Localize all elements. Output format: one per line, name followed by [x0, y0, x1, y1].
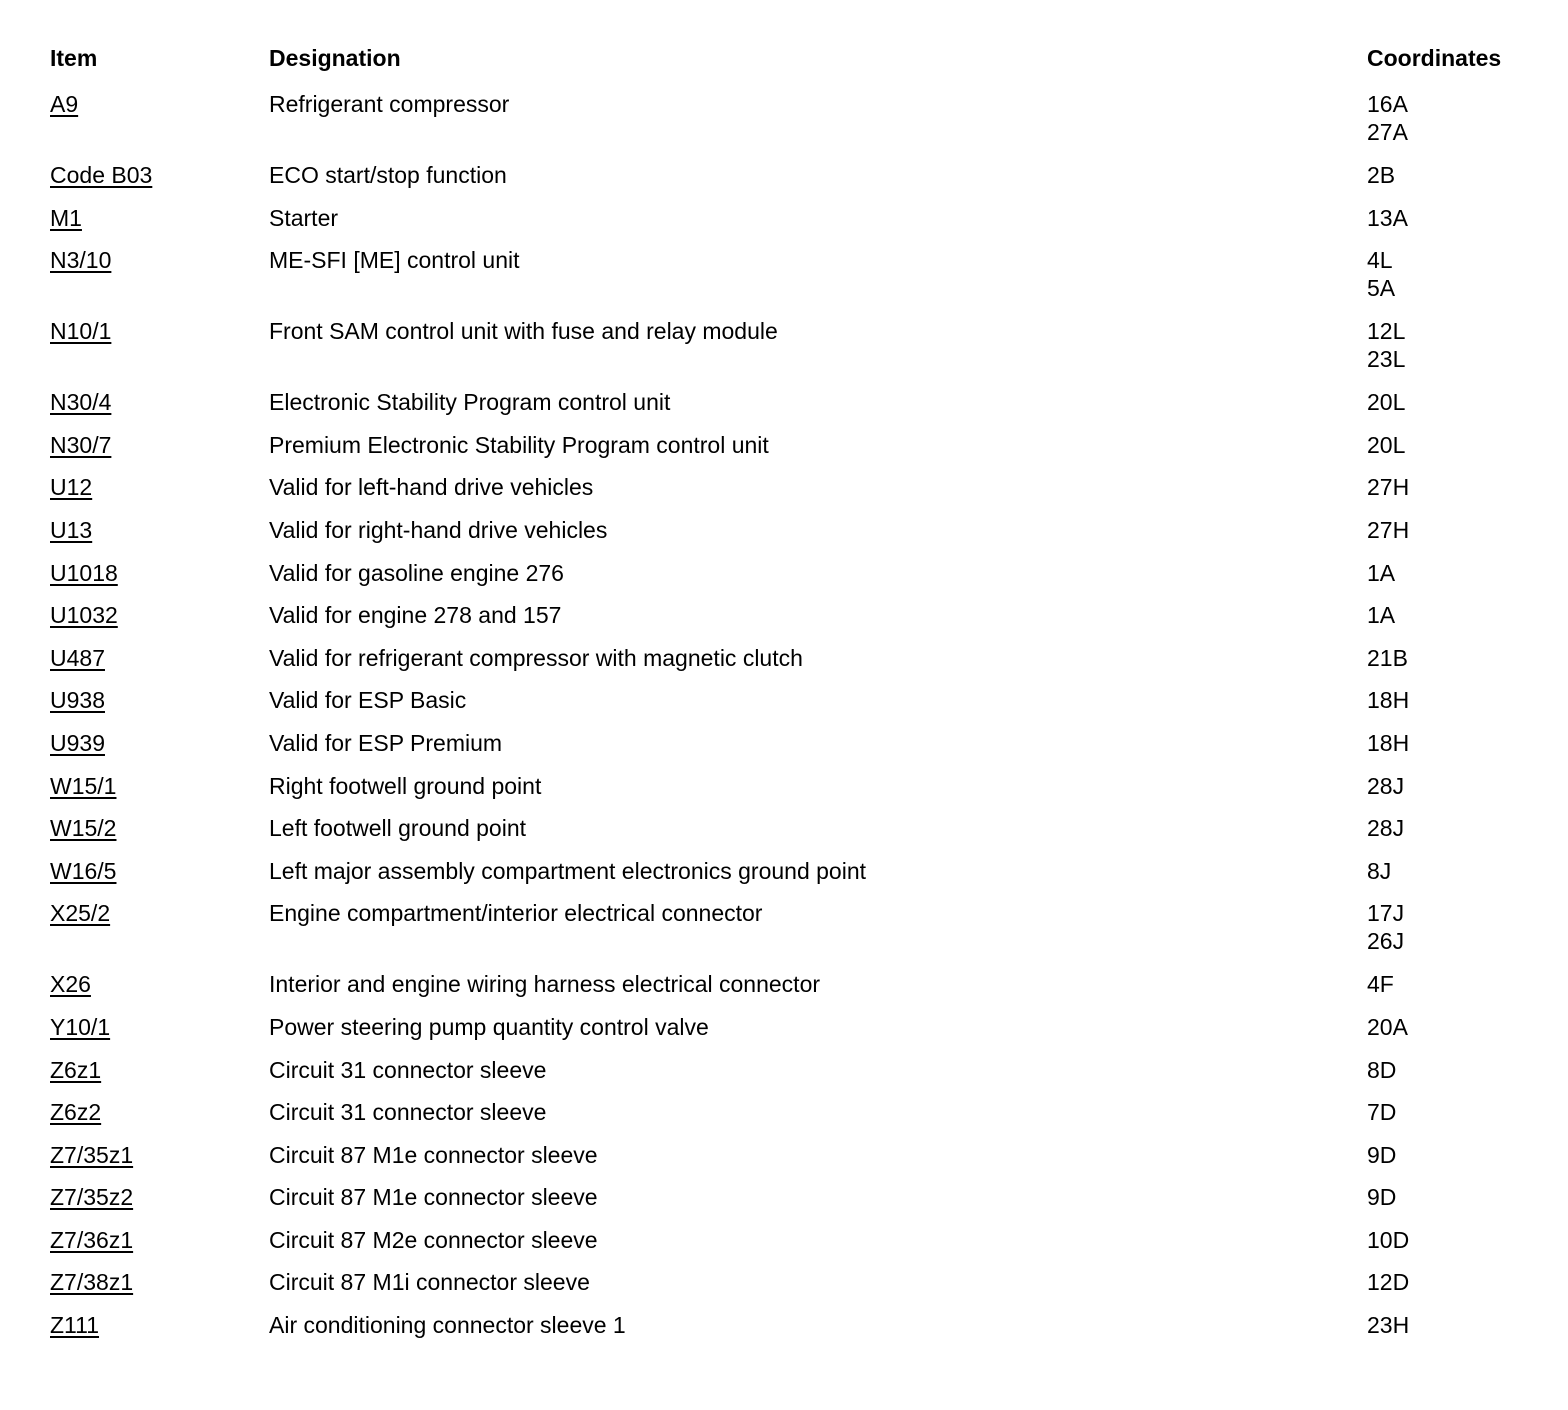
table-body: [0, 88, 1568, 1352]
coordinate-value: 12D: [1367, 1269, 1410, 1296]
item-link[interactable]: X26: [50, 971, 91, 998]
designation-text: Valid for ESP Premium: [269, 729, 503, 756]
designation-text: Left footwell ground point: [269, 815, 527, 842]
table-row: [0, 159, 1568, 202]
item-link[interactable]: Z7/36z1: [50, 1226, 134, 1253]
coordinates-cell: [1367, 857, 1391, 885]
table-row: [0, 599, 1568, 642]
designation-text: Interior and engine wiring harness electrical connector: [269, 971, 821, 998]
coordinate-value: 20L: [1367, 389, 1406, 416]
coordinate-value: 23L: [1367, 346, 1406, 373]
header-item: Item: [50, 45, 98, 71]
coordinates-cell: [1367, 559, 1395, 587]
designation-text: Air conditioning connector sleeve 1: [269, 1312, 626, 1339]
coordinate-value: 10D: [1367, 1226, 1410, 1253]
coordinate-value: 9D: [1367, 1184, 1397, 1211]
table-row: [0, 812, 1568, 855]
item-link[interactable]: W16/5: [50, 857, 117, 884]
coordinates-cell: [1367, 161, 1395, 189]
item-link[interactable]: Z7/38z1: [50, 1269, 134, 1296]
coordinates-cell: [1367, 1268, 1409, 1296]
designation-text: Premium Electronic Stability Program control unit: [269, 431, 769, 458]
item-link[interactable]: N30/4: [50, 389, 112, 416]
item-link[interactable]: N3/10: [50, 247, 112, 274]
coordinates-cell: [1367, 899, 1404, 955]
coordinate-value: 13A: [1367, 204, 1408, 231]
item-link[interactable]: A9: [50, 91, 79, 117]
table-row: [0, 1309, 1568, 1352]
item-link[interactable]: W15/2: [50, 815, 117, 842]
designation-text: ECO start/stop function: [269, 162, 507, 188]
designation-text: ME-SFI [ME] control unit: [269, 247, 520, 274]
designation-text: Circuit 31 connector sleeve: [269, 1056, 547, 1083]
designation-text: Circuit 31 connector sleeve: [269, 1099, 547, 1126]
table-row: [0, 429, 1568, 472]
designation-text: Valid for left-hand drive vehicles: [269, 474, 594, 501]
designation-text: Valid for right-hand drive vehicles: [269, 516, 608, 543]
coordinate-value: 27H: [1367, 474, 1410, 501]
coordinate-value: 5A: [1367, 275, 1396, 302]
coordinate-value: 27A: [1367, 119, 1408, 145]
designation-text: Valid for engine 278 and 157: [269, 602, 562, 629]
coordinate-value: 17J: [1367, 900, 1405, 927]
item-link[interactable]: U487: [50, 644, 105, 671]
coordinate-value: 21B: [1367, 644, 1408, 671]
coordinate-value: 28J: [1367, 815, 1405, 842]
coordinates-cell: [1367, 1311, 1409, 1339]
table-row: [0, 386, 1568, 429]
coordinates-cell: [1367, 388, 1405, 416]
item-link[interactable]: U12: [50, 474, 93, 501]
table-row: [0, 202, 1568, 245]
coordinate-value: 12L: [1367, 318, 1406, 345]
coordinate-value: 4F: [1367, 971, 1394, 998]
coordinates-cell: [1367, 1141, 1396, 1169]
coordinates-cell: [1367, 601, 1395, 629]
coordinate-value: 28J: [1367, 772, 1405, 799]
coordinates-cell: [1367, 246, 1395, 302]
table-row: [0, 1011, 1568, 1054]
coordinate-value: 9D: [1367, 1141, 1397, 1168]
coordinate-value: 27H: [1367, 516, 1410, 543]
designation-text: Engine compartment/interior electrical connector: [269, 900, 763, 927]
table-row: [0, 1266, 1568, 1309]
designation-text: Power steering pump quantity control valve: [269, 1013, 709, 1040]
coordinates-cell: [1367, 970, 1394, 998]
coordinates-cell: [1367, 204, 1408, 232]
designation-text: Circuit 87 M1e connector sleeve: [269, 1184, 598, 1211]
table-row: [0, 244, 1568, 315]
coordinates-cell: [1367, 1056, 1396, 1084]
coordinate-value: 20L: [1367, 431, 1406, 458]
table-row: [0, 684, 1568, 727]
table-row: [0, 968, 1568, 1011]
coordinates-cell: [1367, 317, 1405, 373]
table-row: [0, 471, 1568, 514]
coordinates-cell: [1367, 729, 1409, 757]
table-row: [0, 1096, 1568, 1139]
item-link[interactable]: X25/2: [50, 900, 111, 927]
coordinates-cell: [1367, 686, 1409, 714]
header-coordinates: Coordinates: [1367, 45, 1502, 71]
coordinate-value: 8J: [1367, 857, 1392, 884]
coordinates-cell: [1367, 516, 1409, 544]
designation-text: Starter: [269, 204, 339, 231]
item-link[interactable]: N30/7: [50, 431, 112, 458]
table-row: [0, 315, 1568, 386]
item-link[interactable]: U1032: [50, 602, 118, 629]
item-link[interactable]: Z7/35z2: [50, 1184, 134, 1211]
coordinates-cell: [1367, 1098, 1396, 1126]
item-link[interactable]: Z6z2: [50, 1099, 102, 1126]
coordinates-cell: [1367, 644, 1408, 672]
table-row: [0, 88, 1568, 159]
table-row: [0, 1139, 1568, 1182]
item-link[interactable]: U938: [50, 687, 105, 714]
coordinates-cell: [1367, 1183, 1396, 1211]
table-header: [0, 45, 1568, 77]
item-link[interactable]: Z111: [50, 1312, 100, 1339]
designation-text: Circuit 87 M1i connector sleeve: [269, 1269, 590, 1296]
coordinate-value: 2B: [1367, 162, 1396, 188]
item-link[interactable]: W15/1: [50, 772, 117, 799]
item-link[interactable]: N10/1: [50, 318, 112, 345]
coordinates-cell: [1367, 90, 1408, 146]
designation-text: Valid for refrigerant compressor with magnetic clutch: [269, 644, 803, 671]
designation-text: Right footwell ground point: [269, 772, 542, 799]
table-row: [0, 642, 1568, 685]
designation-text: Refrigerant compressor: [269, 91, 510, 117]
item-link[interactable]: U939: [50, 729, 105, 756]
coordinate-value: 8D: [1367, 1056, 1397, 1083]
designation-text: Electronic Stability Program control unit: [269, 389, 671, 416]
coordinates-cell: [1367, 473, 1409, 501]
coordinate-value: 4L: [1367, 247, 1393, 274]
item-link[interactable]: Y10/1: [50, 1013, 111, 1040]
table-row: [0, 1054, 1568, 1097]
designation-text: Valid for gasoline engine 276: [269, 559, 564, 586]
item-link[interactable]: U13: [50, 516, 93, 543]
table-row: [0, 770, 1568, 813]
table-row: [0, 727, 1568, 770]
coordinates-cell: [1367, 814, 1404, 842]
coordinate-value: 1A: [1367, 602, 1396, 629]
table-row: [0, 897, 1568, 968]
coordinate-value: 1A: [1367, 559, 1396, 586]
coordinate-value: 7D: [1367, 1099, 1397, 1126]
coordinate-value: 26J: [1367, 928, 1405, 955]
table-row: [0, 1224, 1568, 1267]
coordinate-value: 16A: [1367, 91, 1408, 117]
coordinates-cell: [1367, 1013, 1408, 1041]
coordinate-value: 23H: [1367, 1312, 1410, 1339]
table-row: [0, 855, 1568, 898]
item-link[interactable]: M1: [50, 204, 82, 231]
item-link[interactable]: Code B03: [50, 162, 153, 188]
designation-text: Left major assembly compartment electronics ground point: [269, 857, 867, 884]
designation-text: Valid for ESP Basic: [269, 687, 467, 714]
item-link[interactable]: U1018: [50, 559, 118, 586]
designation-text: Circuit 87 M1e connector sleeve: [269, 1141, 598, 1168]
coordinates-cell: [1367, 1226, 1409, 1254]
item-link[interactable]: Z7/35z1: [50, 1141, 134, 1168]
coordinate-value: 18H: [1367, 729, 1410, 756]
coordinates-cell: [1367, 431, 1405, 459]
coordinate-value: 18H: [1367, 687, 1410, 714]
designation-text: Circuit 87 M2e connector sleeve: [269, 1226, 598, 1253]
table-row: [0, 514, 1568, 557]
header-designation: Designation: [269, 45, 401, 71]
table-row: [0, 1181, 1568, 1224]
coordinate-value: 20A: [1367, 1013, 1408, 1040]
coordinates-cell: [1367, 772, 1404, 800]
table-row: [0, 557, 1568, 600]
designation-text: Front SAM control unit with fuse and relay module: [269, 318, 778, 345]
item-link[interactable]: Z6z1: [50, 1056, 102, 1083]
